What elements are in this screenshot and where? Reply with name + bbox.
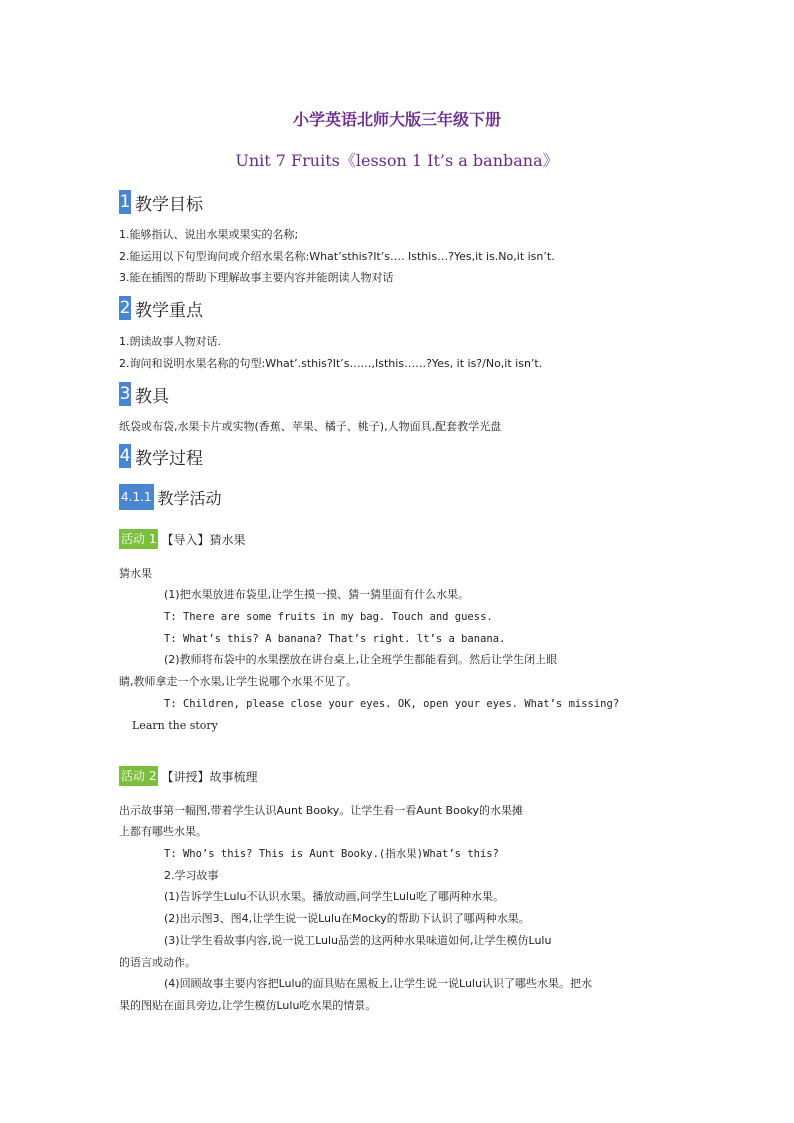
activity-badge: 活动 2 bbox=[119, 766, 158, 786]
document-title: 小学英语北师大版三年级下册 bbox=[292, 110, 501, 129]
goal-line: 2.能运用以下句型询问或介绍水果名称:What’sthis?It’s…. Isthis…?Yes,it is.No,it isn’t. bbox=[119, 250, 555, 263]
document-subtitle: Unit 7 Fruits《lesson 1 It’s a banbana》 bbox=[235, 151, 559, 170]
section-heading-goals bbox=[119, 190, 203, 214]
activity-2-line: (4)回顾故事主要内容把Lulu的面具贴在黑板上,让学生说一说Lulu认识了哪些水果。把水 bbox=[164, 977, 592, 990]
activity-2-line: 的语言或动作。 bbox=[119, 956, 196, 969]
activity-2-line: 上都有哪些水果。 bbox=[119, 825, 207, 838]
section-title: 教学重点 bbox=[135, 300, 203, 321]
goal-line: 3.能在插图的帮助下理解故事主要内容并能朗读人物对话 bbox=[119, 271, 394, 284]
activity-1-line: Learn the story bbox=[132, 719, 218, 732]
subsection-number: 4.1.1 bbox=[119, 484, 154, 510]
section-number: 1 bbox=[119, 192, 131, 212]
activity-1-line: (2)教师将布袋中的水果摆放在讲台桌上,让全班学生都能看到。然后让学生闭上眼 bbox=[164, 653, 558, 666]
activity-1-line: T: What’s this? A banana? That’s right. lt’s a banana. bbox=[164, 633, 506, 645]
activity-title: 【讲授】故事梳理 bbox=[161, 769, 258, 784]
keypoint-line: 1.朗读故事人物对话. bbox=[119, 335, 221, 348]
activity-1-line: T: There are some fruits in my bag. Touch and guess. bbox=[164, 611, 493, 623]
section-heading-keypoints bbox=[119, 296, 203, 320]
activity-1-line: T: Children, please close your eyes. OK, open your eyes. What’s missing? bbox=[164, 698, 620, 710]
section-title: 教学目标 bbox=[135, 194, 203, 215]
keypoint-line: 2.询问和说明水果名称的句型:What’.sthis?It’s……,Isthis……?Yes, it is?/No,it isn’t. bbox=[119, 357, 543, 370]
activity-2-line: (2)出示图3、图4,让学生说一说Lulu在Mocky的帮助下认识了哪两种水果。 bbox=[164, 912, 530, 925]
activity-2-line: (3)让学生看故事内容,说一说工Lulu品尝的这两种水果味道如何,让学生模仿Lulu bbox=[164, 934, 552, 947]
activity-1-line: 睛,教师拿走一个水果,让学生说哪个水果不见了。 bbox=[119, 675, 357, 688]
section-number: 4 bbox=[119, 446, 131, 466]
activity-2-line: T: Who’s this? This is Aunt Booky.(指水果)What’s this? bbox=[164, 848, 499, 860]
activity-2-line: (1)告诉学生Lulu不认识水果。播放动画,问学生Lulu吃了哪两种水果。 bbox=[164, 890, 504, 903]
section-number: 2 bbox=[119, 298, 131, 318]
section-title: 教具 bbox=[135, 386, 169, 407]
subsection-heading bbox=[119, 484, 222, 510]
activity-2-line: 果的图贴在面具旁边,让学生模仿Lulu吃水果的情景。 bbox=[119, 999, 377, 1012]
section-title: 教学过程 bbox=[135, 448, 203, 469]
section-number: 3 bbox=[119, 384, 131, 404]
goal-line: 1.能够指认、说出水果或果实的名称; bbox=[119, 228, 299, 241]
activity-1-heading bbox=[119, 529, 245, 549]
section-heading-process bbox=[119, 444, 203, 468]
section-heading-tools bbox=[119, 382, 169, 406]
activity-2-heading bbox=[119, 766, 257, 786]
subsection-title: 教学活动 bbox=[157, 488, 222, 508]
activity-badge: 活动 1 bbox=[119, 529, 158, 549]
tools-line: 纸袋或布袋,水果卡片或实物(香蕉、苹果、橘子、桃子),人物面具,配套教学光盘 bbox=[119, 420, 502, 433]
activity-2-line: 出示故事第一幅图,带着学生认识Aunt Booky。让学生看一看Aunt Booky的水果摊 bbox=[119, 804, 524, 817]
activity-title: 【导入】猜水果 bbox=[161, 532, 246, 547]
activity-2-line: 2.学习故事 bbox=[164, 869, 219, 882]
activity-1-line: 猜水果 bbox=[119, 567, 152, 580]
activity-1-line: (1)把水果放进布袋里,让学生摸一摸、猜一猜里面有什么水果。 bbox=[164, 588, 470, 601]
